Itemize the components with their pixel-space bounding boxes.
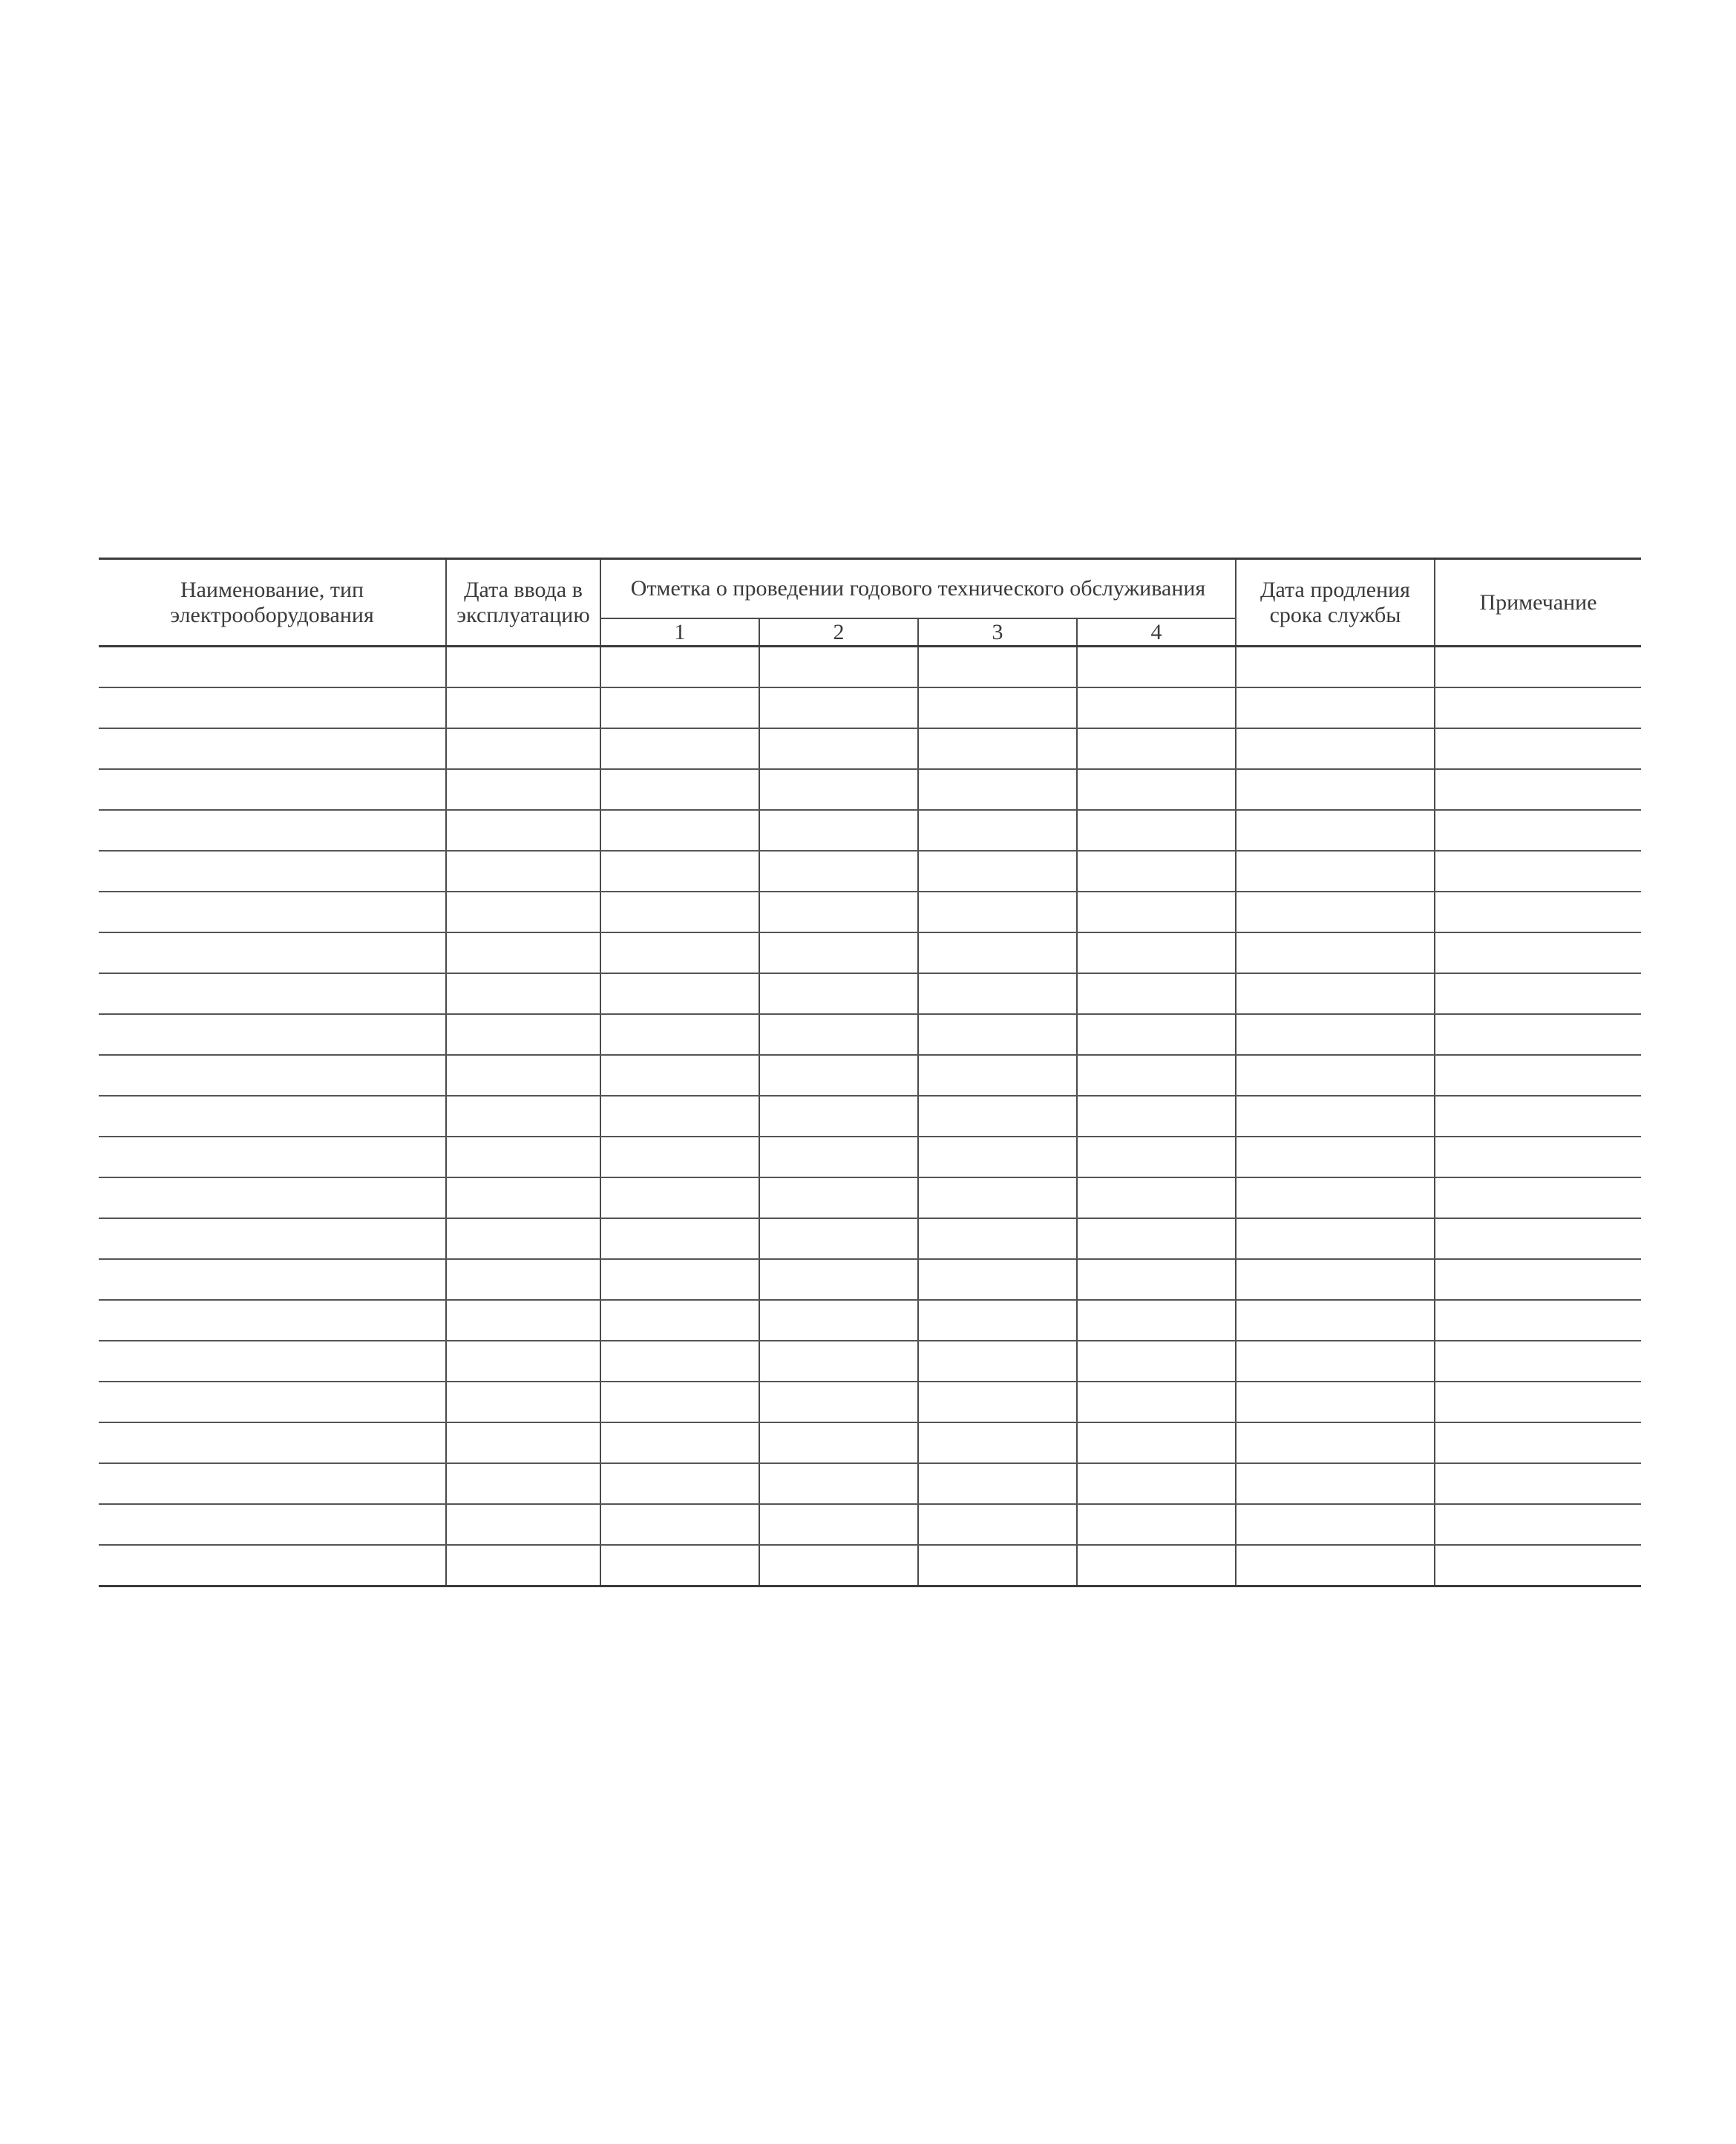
cell-remark[interactable] [1435,973,1641,1014]
cell-remark[interactable] [1435,1177,1641,1218]
header-period-3: 3 [918,618,1077,647]
table-row [99,1300,1641,1341]
header-period-2: 2 [759,618,918,647]
cell-name-type[interactable] [99,728,446,769]
cell-period-1[interactable] [600,1504,759,1545]
cell-period-2[interactable] [759,1341,918,1382]
cell-name-type[interactable] [99,1341,446,1382]
cell-service-extension[interactable] [1236,1545,1435,1586]
cell-name-type[interactable] [99,1422,446,1463]
table-row [99,1504,1641,1545]
cell-period-4[interactable] [1077,1177,1236,1218]
cell-remark[interactable] [1435,1341,1641,1382]
cell-period-4[interactable] [1077,1300,1236,1341]
cell-period-3[interactable] [918,1300,1077,1341]
cell-period-4[interactable] [1077,769,1236,810]
cell-remark[interactable] [1435,1218,1641,1259]
cell-period-2[interactable] [759,1014,918,1055]
cell-commission-date[interactable] [446,1177,600,1218]
cell-service-extension[interactable] [1236,1137,1435,1177]
cell-period-2[interactable] [759,1259,918,1300]
table-row [99,1177,1641,1218]
cell-remark[interactable] [1435,1504,1641,1545]
cell-commission-date[interactable] [446,769,600,810]
cell-remark[interactable] [1435,1382,1641,1422]
cell-period-1[interactable] [600,932,759,973]
cell-remark[interactable] [1435,932,1641,973]
cell-period-1[interactable] [600,1137,759,1177]
cell-period-1[interactable] [600,1259,759,1300]
cell-period-3[interactable] [918,851,1077,892]
cell-service-extension[interactable] [1236,1422,1435,1463]
cell-period-3[interactable] [918,1382,1077,1422]
cell-period-4[interactable] [1077,810,1236,851]
cell-service-extension[interactable] [1236,1218,1435,1259]
table-body [99,647,1641,1586]
cell-period-2[interactable] [759,1300,918,1341]
cell-period-3[interactable] [918,647,1077,688]
cell-name-type[interactable] [99,1545,446,1586]
cell-remark[interactable] [1435,810,1641,851]
cell-commission-date[interactable] [446,1096,600,1137]
header-remark: Примечание [1435,559,1641,647]
cell-period-4[interactable] [1077,1422,1236,1463]
cell-period-4[interactable] [1077,973,1236,1014]
header-commission-date: Дата ввода в эксплуатацию [446,559,600,647]
cell-service-extension[interactable] [1236,1504,1435,1545]
cell-commission-date[interactable] [446,1382,600,1422]
header-period-4: 4 [1077,618,1236,647]
cell-period-3[interactable] [918,1014,1077,1055]
cell-period-2[interactable] [759,1422,918,1463]
table-row [99,728,1641,769]
cell-period-3[interactable] [918,1177,1077,1218]
cell-service-extension[interactable] [1236,687,1435,728]
cell-period-1[interactable] [600,1382,759,1422]
cell-period-1[interactable] [600,1096,759,1137]
cell-period-3[interactable] [918,973,1077,1014]
cell-name-type[interactable] [99,1177,446,1218]
cell-commission-date[interactable] [446,932,600,973]
cell-name-type[interactable] [99,1382,446,1422]
cell-remark[interactable] [1435,647,1641,688]
cell-period-2[interactable] [759,687,918,728]
cell-period-2[interactable] [759,1545,918,1586]
table-row [99,892,1641,932]
cell-commission-date[interactable] [446,1463,600,1504]
cell-remark[interactable] [1435,1300,1641,1341]
cell-period-3[interactable] [918,769,1077,810]
cell-period-2[interactable] [759,810,918,851]
table-row [99,1422,1641,1463]
cell-period-4[interactable] [1077,647,1236,688]
cell-service-extension[interactable] [1236,1382,1435,1422]
cell-remark[interactable] [1435,851,1641,892]
cell-period-1[interactable] [600,769,759,810]
cell-period-2[interactable] [759,1504,918,1545]
cell-period-2[interactable] [759,769,918,810]
cell-name-type[interactable] [99,973,446,1014]
table-row [99,1014,1641,1055]
cell-period-3[interactable] [918,1545,1077,1586]
cell-period-4[interactable] [1077,932,1236,973]
cell-name-type[interactable] [99,687,446,728]
cell-period-2[interactable] [759,973,918,1014]
cell-service-extension[interactable] [1236,647,1435,688]
table-row [99,810,1641,851]
cell-period-1[interactable] [600,647,759,688]
cell-remark[interactable] [1435,687,1641,728]
header-name-type: Наименование, тип электрооборудования [99,559,446,647]
cell-service-extension[interactable] [1236,1463,1435,1504]
cell-name-type[interactable] [99,1218,446,1259]
cell-period-2[interactable] [759,851,918,892]
cell-period-4[interactable] [1077,892,1236,932]
cell-period-1[interactable] [600,728,759,769]
cell-commission-date[interactable] [446,1545,600,1586]
cell-period-2[interactable] [759,728,918,769]
cell-service-extension[interactable] [1236,769,1435,810]
cell-name-type[interactable] [99,1137,446,1177]
cell-service-extension[interactable] [1236,1055,1435,1096]
cell-service-extension[interactable] [1236,973,1435,1014]
cell-period-3[interactable] [918,892,1077,932]
cell-name-type[interactable] [99,647,446,688]
cell-name-type[interactable] [99,1300,446,1341]
cell-remark[interactable] [1435,1259,1641,1300]
cell-period-4[interactable] [1077,1259,1236,1300]
cell-service-extension[interactable] [1236,892,1435,932]
cell-name-type[interactable] [99,1096,446,1137]
table-row [99,851,1641,892]
table-row [99,932,1641,973]
cell-commission-date[interactable] [446,728,600,769]
cell-service-extension[interactable] [1236,1096,1435,1137]
cell-service-extension[interactable] [1236,1341,1435,1382]
cell-remark[interactable] [1435,1422,1641,1463]
cell-period-4[interactable] [1077,1014,1236,1055]
cell-period-4[interactable] [1077,1096,1236,1137]
cell-period-3[interactable] [918,1259,1077,1300]
cell-commission-date[interactable] [446,647,600,688]
cell-remark[interactable] [1435,1055,1641,1096]
cell-commission-date[interactable] [446,1014,600,1055]
table-row [99,687,1641,728]
cell-period-3[interactable] [918,1341,1077,1382]
header-maintenance-mark: Отметка о проведении годового технического обслуживания [600,559,1236,619]
cell-commission-date[interactable] [446,810,600,851]
cell-commission-date[interactable] [446,973,600,1014]
cell-period-3[interactable] [918,1422,1077,1463]
header-service-extension: Дата продления срока службы [1236,559,1435,647]
cell-period-2[interactable] [759,1382,918,1422]
cell-period-4[interactable] [1077,1137,1236,1177]
cell-period-4[interactable] [1077,1055,1236,1096]
cell-period-4[interactable] [1077,728,1236,769]
cell-commission-date[interactable] [446,892,600,932]
cell-commission-date[interactable] [446,1341,600,1382]
cell-period-3[interactable] [918,1096,1077,1137]
cell-period-1[interactable] [600,1014,759,1055]
cell-period-2[interactable] [759,1463,918,1504]
cell-period-4[interactable] [1077,1382,1236,1422]
cell-period-2[interactable] [759,1177,918,1218]
cell-period-2[interactable] [759,647,918,688]
table-row [99,1218,1641,1259]
cell-service-extension[interactable] [1236,932,1435,973]
cell-period-1[interactable] [600,973,759,1014]
cell-period-4[interactable] [1077,1218,1236,1259]
cell-name-type[interactable] [99,1055,446,1096]
cell-period-1[interactable] [600,1545,759,1586]
cell-period-2[interactable] [759,1055,918,1096]
table-header [99,559,1641,647]
cell-commission-date[interactable] [446,1055,600,1096]
cell-period-1[interactable] [600,1300,759,1341]
cell-period-4[interactable] [1077,1545,1236,1586]
table-row [99,1259,1641,1300]
cell-period-3[interactable] [918,810,1077,851]
cell-name-type[interactable] [99,892,446,932]
cell-service-extension[interactable] [1236,1177,1435,1218]
cell-period-1[interactable] [600,1177,759,1218]
cell-period-2[interactable] [759,892,918,932]
cell-period-4[interactable] [1077,687,1236,728]
cell-period-1[interactable] [600,1055,759,1096]
cell-period-3[interactable] [918,1463,1077,1504]
cell-remark[interactable] [1435,1545,1641,1586]
cell-name-type[interactable] [99,810,446,851]
table-row [99,1137,1641,1177]
cell-period-4[interactable] [1077,1463,1236,1504]
cell-service-extension[interactable] [1236,1014,1435,1055]
cell-commission-date[interactable] [446,1259,600,1300]
table-row [99,1096,1641,1137]
table-row [99,1382,1641,1422]
cell-commission-date[interactable] [446,1218,600,1259]
cell-period-1[interactable] [600,1422,759,1463]
cell-name-type[interactable] [99,1463,446,1504]
cell-period-2[interactable] [759,932,918,973]
cell-name-type[interactable] [99,1504,446,1545]
cell-period-1[interactable] [600,892,759,932]
cell-period-2[interactable] [759,1218,918,1259]
cell-commission-date[interactable] [446,1422,600,1463]
table-row [99,1463,1641,1504]
header-period-1: 1 [600,618,759,647]
cell-period-3[interactable] [918,687,1077,728]
cell-commission-date[interactable] [446,1137,600,1177]
cell-period-3[interactable] [918,1504,1077,1545]
cell-period-1[interactable] [600,1218,759,1259]
cell-name-type[interactable] [99,932,446,973]
cell-service-extension[interactable] [1236,1259,1435,1300]
table-row [99,769,1641,810]
cell-commission-date[interactable] [446,687,600,728]
cell-service-extension[interactable] [1236,851,1435,892]
cell-period-3[interactable] [918,1218,1077,1259]
cell-name-type[interactable] [99,1259,446,1300]
cell-service-extension[interactable] [1236,728,1435,769]
cell-period-3[interactable] [918,1137,1077,1177]
cell-period-4[interactable] [1077,851,1236,892]
equipment-maintenance-log-table [99,558,1641,1587]
cell-remark[interactable] [1435,1014,1641,1055]
cell-name-type[interactable] [99,851,446,892]
cell-remark[interactable] [1435,769,1641,810]
table-row [99,1341,1641,1382]
cell-period-1[interactable] [600,687,759,728]
cell-period-1[interactable] [600,810,759,851]
table-row [99,973,1641,1014]
cell-commission-date[interactable] [446,851,600,892]
cell-remark[interactable] [1435,728,1641,769]
cell-remark[interactable] [1435,1096,1641,1137]
cell-period-4[interactable] [1077,1504,1236,1545]
cell-name-type[interactable] [99,769,446,810]
cell-period-1[interactable] [600,1463,759,1504]
cell-period-1[interactable] [600,1341,759,1382]
cell-remark[interactable] [1435,1137,1641,1177]
table-row [99,647,1641,688]
table-row [99,1545,1641,1586]
header-row-main [99,559,1641,619]
table-row [99,1055,1641,1096]
cell-service-extension[interactable] [1236,1300,1435,1341]
cell-name-type[interactable] [99,1014,446,1055]
cell-remark[interactable] [1435,1463,1641,1504]
cell-remark[interactable] [1435,892,1641,932]
cell-commission-date[interactable] [446,1504,600,1545]
cell-service-extension[interactable] [1236,810,1435,851]
cell-period-3[interactable] [918,1055,1077,1096]
cell-period-2[interactable] [759,1137,918,1177]
cell-period-1[interactable] [600,851,759,892]
cell-period-4[interactable] [1077,1341,1236,1382]
cell-period-3[interactable] [918,932,1077,973]
cell-period-2[interactable] [759,1096,918,1137]
cell-period-3[interactable] [918,728,1077,769]
cell-commission-date[interactable] [446,1300,600,1341]
